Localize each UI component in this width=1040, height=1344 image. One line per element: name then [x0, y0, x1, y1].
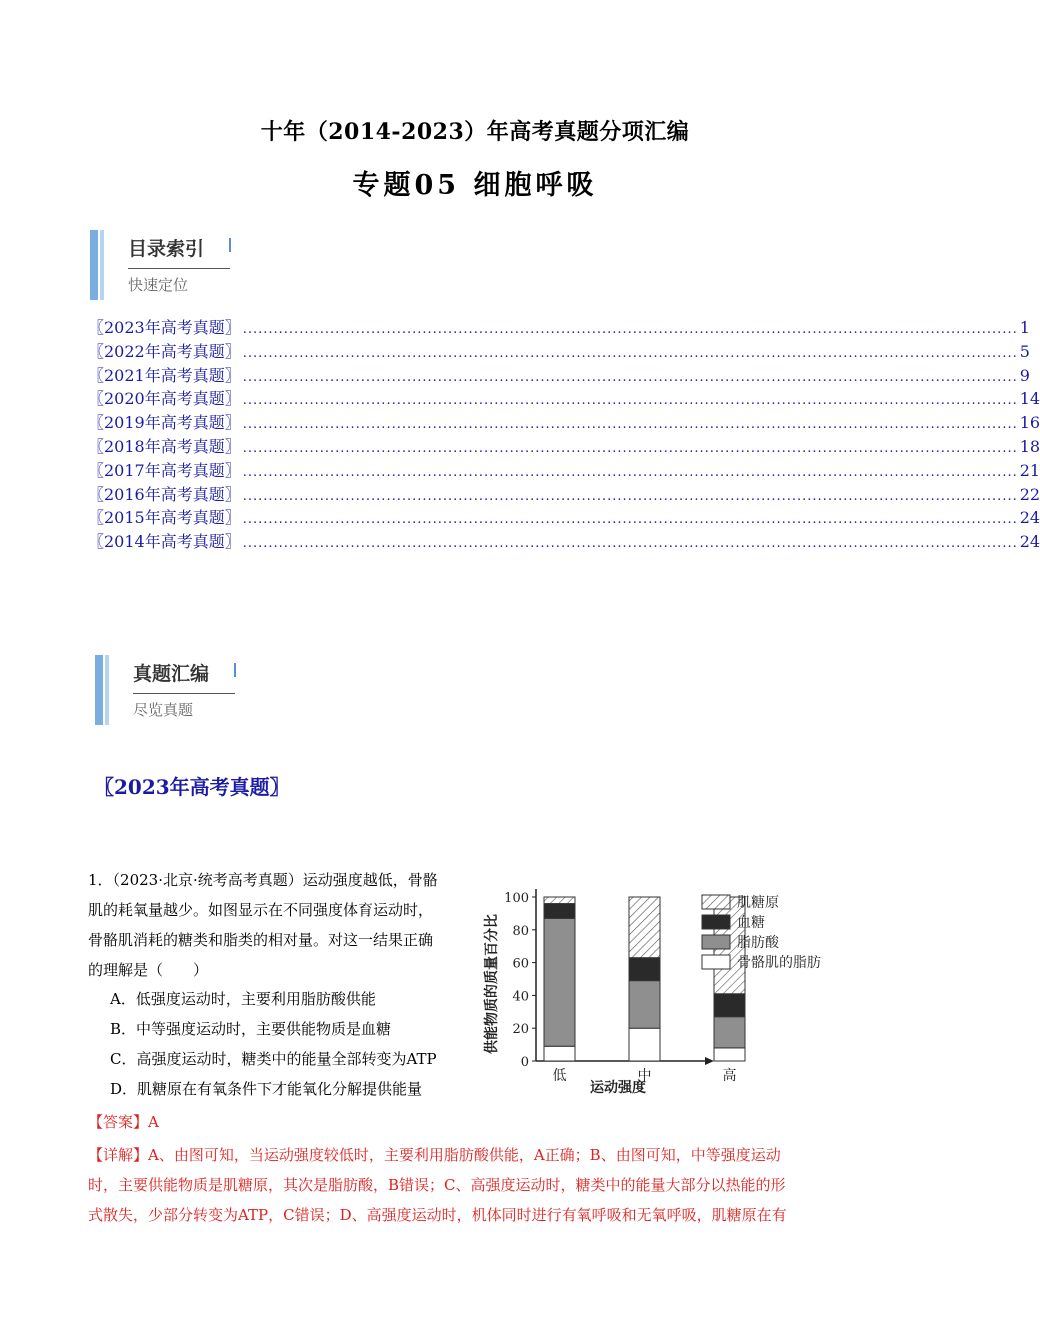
toc-entry[interactable] [88, 340, 1030, 364]
legend-label: 肌糖原 [737, 895, 779, 911]
explanation [88, 1140, 864, 1230]
toc-entry-page: 18 [1019, 436, 1040, 456]
table-of-contents [88, 316, 1040, 554]
x-tick-label: 高 [722, 1068, 737, 1084]
legend-label: 脂肪酸 [737, 935, 779, 951]
real-section-header [95, 655, 265, 725]
option-d: D．肌糖原在有氧条件下才能氧化分解提供能量 [110, 1080, 423, 1098]
toc-leader-dots: ....................................................................................................................................................... [242, 512, 1018, 528]
bar-segment [544, 897, 575, 904]
question-options [110, 984, 490, 1104]
y-tick-label: 20 [512, 1022, 529, 1038]
toc-entry-label: 〖2015年高考真题〗 [88, 508, 241, 528]
bar-segment [714, 994, 745, 1017]
x-axis-label: 运动强度 [590, 1080, 646, 1096]
toc-entry-page: 9 [1019, 365, 1030, 385]
legend-swatch [702, 935, 730, 949]
x-axis-arrow [705, 1057, 714, 1065]
toc-leader-dots: ....................................................................................................................................................... [242, 536, 1018, 552]
section-accent-bar [95, 655, 103, 725]
legend-label: 骨骼肌的脂肪 [737, 955, 821, 971]
question-stem [88, 865, 488, 985]
bar-segment [629, 897, 660, 958]
toc-entry[interactable] [88, 435, 1040, 459]
explanation-line: 式散失，少部分转变为ATP，C错误；D、高强度运动时，机体同时进行有氧呼吸和无氧呼吸，肌糖原在有 [88, 1206, 787, 1224]
x-tick-label: 中 [637, 1068, 652, 1084]
toc-leader-dots: ....................................................................................................................................................... [242, 440, 1018, 456]
y-tick-label: 60 [512, 956, 529, 972]
y-tick-label: 40 [512, 989, 529, 1005]
toc-entry-label: 〖2019年高考真题〗 [88, 413, 241, 433]
section-accent-bar [90, 230, 98, 300]
option-a: A．低强度运动时，主要利用脂肪酸供能 [110, 990, 376, 1008]
toc-entry-page: 21 [1019, 460, 1040, 480]
y-axis-label: 供能物质的质量百分比 [484, 914, 500, 1054]
toc-entry[interactable] [88, 506, 1040, 530]
answer: 【答案】A [88, 1113, 159, 1131]
bar-segment [714, 1017, 745, 1048]
toc-entry[interactable] [88, 364, 1030, 388]
real-section-caption: 尽览真题 [133, 701, 194, 719]
y-tick-label: 100 [504, 891, 529, 906]
section-tick [234, 663, 236, 677]
toc-entry-label: 〖2014年高考真题〗 [88, 532, 241, 552]
toc-entry-label: 〖2023年高考真题〗 [88, 318, 241, 337]
toc-entry[interactable] [88, 387, 1040, 411]
bar-segment [544, 918, 575, 1046]
legend-swatch [702, 955, 730, 969]
section-underline [133, 693, 235, 694]
legend-swatch [702, 895, 730, 909]
toc-leader-dots: ....................................................................................................................................................... [242, 369, 1018, 385]
x-tick-label: 低 [552, 1068, 567, 1084]
bar-segment [714, 1048, 745, 1061]
toc-entry[interactable] [88, 459, 1040, 483]
toc-entry-page: 24 [1019, 508, 1040, 528]
option-c: C．高强度运动时，糖类中的能量全部转变为ATP [110, 1050, 437, 1068]
toc-leader-dots: ....................................................................................................................................................... [242, 488, 1018, 504]
topic-title: 专题05 细胞呼吸 [352, 170, 598, 201]
toc-entry-label: 〖2022年高考真题〗 [88, 341, 241, 361]
toc-entry-page: 14 [1019, 389, 1040, 409]
toc-entry[interactable] [88, 483, 1040, 507]
bar-segment [629, 1028, 660, 1061]
section-accent-bar-light [105, 655, 109, 725]
y-tick-label: 80 [512, 923, 529, 939]
toc-entry-page: 1 [1019, 318, 1030, 337]
toc-entry-label: 〖2020年高考真题〗 [88, 389, 241, 409]
document-title: 十年（2014-2023）年高考真题分项汇编 [260, 119, 690, 145]
bar-segment [544, 1046, 575, 1061]
bar-segment [629, 958, 660, 981]
legend-label: 血糖 [737, 915, 765, 931]
explanation-line: 【详解】A、由图可知，当运动强度较低时，主要利用脂肪酸供能，A正确；B、由图可知，中等强度运动 [88, 1146, 781, 1164]
toc-section-header [90, 230, 260, 300]
toc-entry[interactable] [88, 316, 1030, 340]
bar-segment [544, 904, 575, 919]
toc-leader-dots: ....................................................................................................................................................... [242, 464, 1018, 480]
toc-entry-page: 22 [1019, 484, 1040, 504]
toc-section-caption: 快速定位 [128, 276, 189, 294]
toc-leader-dots: ....................................................................................................................................................... [242, 345, 1018, 361]
toc-entry-label: 〖2016年高考真题〗 [88, 484, 241, 504]
bar-segment [629, 981, 660, 1029]
section-tick [229, 238, 231, 252]
option-b: B．中等强度运动时，主要供能物质是血糖 [110, 1020, 392, 1038]
toc-section-heading: 目录索引 [128, 238, 205, 260]
toc-entry-page: 16 [1019, 413, 1040, 433]
toc-entry[interactable] [88, 411, 1040, 435]
toc-entry[interactable] [88, 530, 1040, 554]
toc-leader-dots: ....................................................................................................................................................... [242, 322, 1018, 337]
toc-entry-label: 〖2018年高考真题〗 [88, 436, 241, 456]
question-line: 骨骼肌消耗的糖类和脂类的相对量。对这一结果正确 [88, 931, 434, 949]
stacked-bar-chart [480, 880, 850, 1105]
toc-entry-label: 〖2017年高考真题〗 [88, 460, 241, 480]
question-line: 肌的耗氧量越少。如图显示在不同强度体育运动时， [88, 901, 434, 919]
legend-swatch [702, 915, 730, 929]
section-accent-bar-light [100, 230, 104, 300]
section-underline [128, 268, 230, 269]
toc-leader-dots: ....................................................................................................................................................... [242, 393, 1018, 409]
explanation-line: 时，主要供能物质是肌糖原，其次是脂肪酸，B错误；C、高强度运动时，糖类中的能量大部分以热能的形 [88, 1176, 786, 1194]
question-line: 的理解是（ ） [88, 961, 209, 979]
question-line: 1．（2023·北京·统考高考真题）运动强度越低，骨骼 [88, 871, 438, 889]
real-section-heading: 真题汇编 [133, 663, 210, 685]
year-heading: 〖2023年高考真题〗 [94, 775, 290, 799]
toc-entry-page: 5 [1019, 341, 1030, 361]
toc-leader-dots: ....................................................................................................................................................... [242, 417, 1018, 433]
y-tick-label: 0 [520, 1055, 529, 1070]
toc-entry-label: 〖2021年高考真题〗 [88, 365, 241, 385]
toc-entry-page: 24 [1019, 532, 1040, 552]
